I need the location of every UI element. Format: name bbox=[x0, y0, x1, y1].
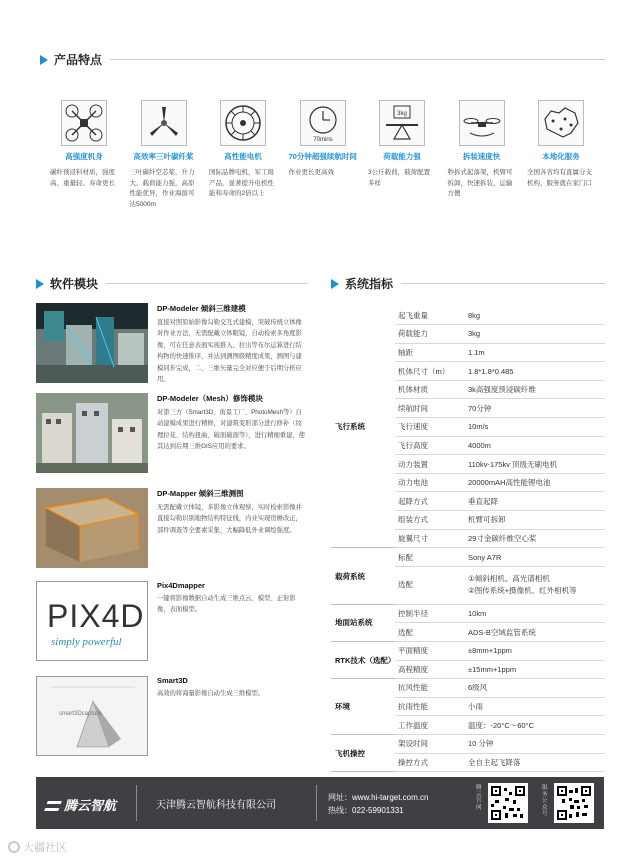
software-section-title: 软件模块 bbox=[50, 277, 99, 291]
software-title: DP-Mapper 倾斜三维测图 bbox=[157, 489, 244, 498]
spec-value-line: ②图传系统+摄像机、红外相机等 bbox=[468, 586, 577, 596]
section-divider bbox=[401, 283, 605, 284]
feature-list bbox=[50, 100, 595, 210]
feature-name: 荷载能力强 bbox=[383, 152, 421, 161]
dp-mapper-image bbox=[36, 488, 148, 568]
brand-mark-icon bbox=[44, 801, 62, 811]
timer-label: 70mins bbox=[312, 137, 333, 143]
spec-category: 地面站系统 bbox=[331, 604, 395, 641]
pix4d-tagline: simply powerful bbox=[51, 636, 122, 648]
spec-category: 环境 bbox=[331, 679, 395, 735]
spec-value: 29寸金碳纤维空心桨 bbox=[465, 529, 605, 548]
smart3d-box-image bbox=[36, 676, 148, 756]
spec-value: 10m/s bbox=[465, 418, 605, 437]
section-arrow-icon bbox=[331, 279, 339, 289]
spec-key: 荷载能力 bbox=[395, 325, 465, 344]
spec-key: 机体尺寸（m） bbox=[395, 362, 465, 381]
watermark-text: 大疆社区 bbox=[23, 842, 67, 854]
spec-key: 高程精度 bbox=[395, 660, 465, 679]
propeller-icon bbox=[141, 100, 187, 146]
smart3d-box-label: smart3Dcapture bbox=[59, 711, 102, 717]
software-item bbox=[36, 303, 306, 387]
spec-key: 标配 bbox=[395, 548, 465, 567]
footer-hotline: 热线：022-59901331 bbox=[328, 806, 404, 815]
footer-bar bbox=[36, 777, 604, 829]
spec-value: 1.1m bbox=[465, 343, 605, 362]
spec-value bbox=[465, 566, 605, 604]
table-row bbox=[331, 679, 605, 698]
software-item bbox=[36, 676, 306, 760]
footer-company: 天津腾云智航科技有限公司 bbox=[156, 800, 276, 811]
section-arrow-icon bbox=[40, 55, 48, 65]
spec-value: 1.8*1.8*0.485 bbox=[465, 362, 605, 381]
spec-value: 110kv-175kv 顶级无刷电机 bbox=[465, 455, 605, 474]
spec-key: 选配 bbox=[395, 566, 465, 604]
spec-value: 温度：-20°C～60°C bbox=[465, 716, 605, 735]
qr-label: 服务公众号 bbox=[542, 785, 548, 817]
spec-value: 4000m bbox=[465, 436, 605, 455]
software-title: DP-Modeler（Mesh）修饰模块 bbox=[157, 394, 263, 403]
timer-icon bbox=[300, 100, 346, 146]
dp-modeler-image bbox=[36, 303, 148, 383]
footer-logo bbox=[46, 795, 116, 814]
software-desc: 无需配戴立体镜，多影像立体观察，实时检索影像并直接勾勒识别地物结构特征线，内业实现房檐改正，部件调查等全要素采集，大幅降低外业调绘强度。 bbox=[157, 504, 302, 534]
table-row bbox=[331, 604, 605, 623]
spec-category: 飞机操控 bbox=[331, 734, 395, 771]
spec-value: ±8mm+1ppm bbox=[465, 642, 605, 661]
spec-value: 20000mAH高性能锂电池 bbox=[465, 473, 605, 492]
spec-value: 8kg bbox=[465, 306, 605, 325]
feature-item bbox=[209, 100, 277, 210]
spec-key: 控制半径 bbox=[395, 604, 465, 623]
software-text bbox=[157, 676, 307, 699]
spec-table bbox=[331, 306, 605, 772]
software-text bbox=[157, 488, 307, 536]
software-text bbox=[157, 581, 307, 616]
spec-key: 抗风性能 bbox=[395, 679, 465, 698]
footer-website[interactable]: 网址：www.hi-target.com.cn bbox=[328, 793, 429, 802]
feature-item bbox=[448, 100, 516, 210]
software-item bbox=[36, 488, 306, 572]
footer-contact bbox=[328, 791, 428, 817]
feature-desc: 秒拆式起落架，机臂可拆卸，快速拆装，运输方便 bbox=[447, 169, 513, 197]
pix4d-logo bbox=[36, 581, 148, 661]
features-section-title: 产品特点 bbox=[54, 53, 103, 67]
qr-code-website[interactable] bbox=[488, 783, 528, 823]
spec-value: 70分钟 bbox=[465, 399, 605, 418]
spec-key: 操控方式 bbox=[395, 753, 465, 772]
feature-name: 本地化服务 bbox=[542, 152, 580, 161]
spec-value: 全自主起飞降落 bbox=[465, 753, 605, 772]
spec-key: 起降方式 bbox=[395, 492, 465, 511]
software-text bbox=[157, 393, 307, 453]
software-title: DP-Modeler 倾斜三维建模 bbox=[157, 304, 246, 313]
spec-value: 10 分钟 bbox=[465, 734, 605, 753]
spec-value: 10km bbox=[465, 604, 605, 623]
watermark-logo-icon bbox=[8, 841, 20, 853]
feature-desc: 3公斤载荷，载荷配置多样 bbox=[368, 169, 431, 187]
spec-key: 工作温度 bbox=[395, 716, 465, 735]
spec-value-line: ①倾斜相机、高光谱相机 bbox=[468, 574, 550, 584]
table-row bbox=[331, 642, 605, 661]
software-section-header bbox=[36, 275, 308, 292]
software-item bbox=[36, 393, 306, 477]
feature-name: 高性能电机 bbox=[224, 152, 262, 161]
footer-logo-text: 腾云智航 bbox=[64, 798, 117, 813]
spec-value: ADS-B空域监管系统 bbox=[465, 623, 605, 642]
feature-desc: 国际品牌电机，军工级产品，显著提升电机性能和寿命的2倍以上 bbox=[209, 169, 274, 197]
spec-value: ±15mm+1ppm bbox=[465, 660, 605, 679]
feature-item bbox=[50, 100, 118, 210]
feature-name: 高强度机身 bbox=[65, 152, 103, 161]
software-text bbox=[157, 303, 307, 385]
spec-category: 飞行系统 bbox=[331, 306, 395, 548]
spec-category: 载荷系统 bbox=[331, 548, 395, 605]
spec-value: 6级风 bbox=[465, 679, 605, 698]
spec-key: 动力装置 bbox=[395, 455, 465, 474]
feature-item bbox=[130, 100, 198, 210]
feature-item bbox=[368, 100, 436, 210]
feature-item bbox=[527, 100, 595, 210]
spec-value: 垂直起降 bbox=[465, 492, 605, 511]
software-desc: 一键将影像数据自动生成三维点云、模型、正射影像、表面模型。 bbox=[157, 595, 296, 614]
feature-desc: 作业更长更高效 bbox=[288, 169, 334, 176]
spec-value: Sony A7R bbox=[465, 548, 605, 567]
spec-value: 机臂可拆卸 bbox=[465, 511, 605, 530]
spec-key: 起飞重量 bbox=[395, 306, 465, 325]
spec-key: 抗雨性能 bbox=[395, 697, 465, 716]
folding-icon bbox=[459, 100, 505, 146]
spec-key: 组装方式 bbox=[395, 511, 465, 530]
footer-divider bbox=[316, 785, 317, 821]
spec-category: RTK技术（选配） bbox=[331, 642, 395, 679]
spec-key: 轴距 bbox=[395, 343, 465, 362]
map-icon bbox=[538, 100, 584, 146]
software-desc: 高效的将海量影像自动生成三维模型。 bbox=[157, 690, 265, 697]
spec-key: 续航时间 bbox=[395, 399, 465, 418]
feature-item bbox=[289, 100, 357, 210]
spec-section-header bbox=[331, 275, 605, 292]
spec-key: 平面精度 bbox=[395, 642, 465, 661]
qr-label: 腾云官网 bbox=[476, 785, 482, 811]
scale-label: 3kg bbox=[397, 111, 407, 117]
feature-name: 拆装速度快 bbox=[462, 152, 501, 161]
spec-key: 机体材质 bbox=[395, 380, 465, 399]
table-row bbox=[331, 306, 605, 325]
footer-divider bbox=[136, 785, 137, 821]
spec-key: 旋翼尺寸 bbox=[395, 529, 465, 548]
software-item bbox=[36, 581, 306, 665]
qr-code-service[interactable] bbox=[554, 783, 594, 823]
software-desc: 对第三方（Smart3D、街景工厂、PhotoMesh等）自动建模成果进行精修，对建筑变形部分进行修补（纹理拉花、结构扭曲、破面破面等），进行精细重建，使其达到后期三维GIS应用的要求。 bbox=[157, 409, 305, 451]
software-title: Pix4Dmapper bbox=[157, 581, 205, 590]
spec-value: 小雨 bbox=[465, 697, 605, 716]
spec-key: 飞行速度 bbox=[395, 418, 465, 437]
table-row bbox=[331, 734, 605, 753]
section-arrow-icon bbox=[36, 279, 44, 289]
spec-value: 3k高强度预浸碳纤维 bbox=[465, 380, 605, 399]
table-row bbox=[331, 548, 605, 567]
frame-icon bbox=[61, 100, 107, 146]
scale-icon bbox=[379, 100, 425, 146]
section-divider bbox=[106, 283, 308, 284]
feature-desc: 全国各省均有直属分支机构，服务就在家门口 bbox=[527, 169, 592, 187]
spec-key: 飞行高度 bbox=[395, 436, 465, 455]
feature-desc: 碳纤预浸料材质，强度高、重量轻、寿命更长 bbox=[50, 169, 115, 187]
motor-icon bbox=[220, 100, 266, 146]
features-section-header bbox=[40, 51, 605, 68]
spec-key: 动力电池 bbox=[395, 473, 465, 492]
software-desc: 直接对照原始影像勾勒交互式建模，突破传统立体像对作业方法，无需配戴立体眼镜，自动检索多角度影像，可在任意表面实现推入、拉出等布尔运算进行结构物的快速推序，并达到测图级精度成果，测图与建模同步完成，二、三维矢量完全对应便于后期分析应用。 bbox=[157, 319, 302, 384]
pix4d-logo-text: PIX4D bbox=[47, 598, 145, 634]
spec-value: 3kg bbox=[465, 325, 605, 344]
spec-key: 选配 bbox=[395, 623, 465, 642]
spec-section-title: 系统指标 bbox=[345, 277, 394, 291]
watermark bbox=[8, 839, 67, 855]
feature-name: 高效率三叶碳纤桨 bbox=[133, 152, 194, 161]
mesh-model-image bbox=[36, 393, 148, 473]
feature-desc: 三叶碳纤空芯桨，升力大、载荷能力强，高原性能优异，作业海拔可达5000m bbox=[129, 169, 195, 208]
section-divider bbox=[110, 59, 605, 60]
spec-key: 架设时间 bbox=[395, 734, 465, 753]
software-title: Smart3D bbox=[157, 676, 188, 685]
feature-name: 70分钟超强续航时间 bbox=[288, 152, 357, 161]
